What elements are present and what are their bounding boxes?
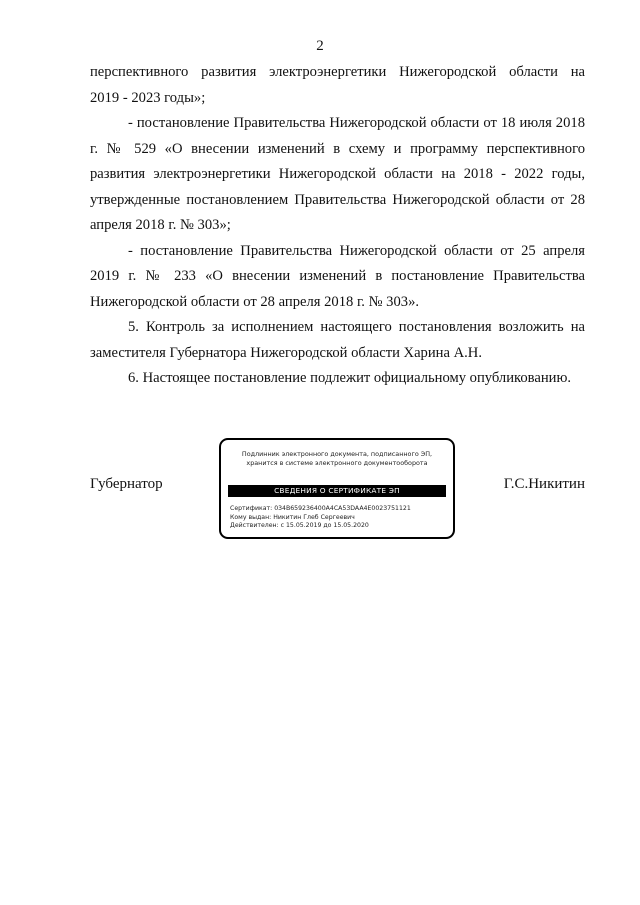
paragraph-1-line-2: 2019 - 2023 годы»; bbox=[90, 89, 206, 106]
certificate-banner: СВЕДЕНИЯ О СЕРТИФИКАТЕ ЭП bbox=[228, 485, 446, 497]
document-body bbox=[90, 60, 585, 392]
stamp-note-line-2: хранится в системе электронного документооборота bbox=[246, 459, 428, 467]
certificate-details bbox=[230, 505, 447, 531]
signatory-title: Губернатор bbox=[90, 476, 163, 492]
signatory-name: Г.С.Никитин bbox=[503, 476, 585, 492]
signature-block bbox=[90, 438, 585, 543]
certificate-value: 034B659236400A4CA53DAA4E0023751121 bbox=[274, 505, 411, 512]
validity-row bbox=[230, 522, 447, 531]
paragraph-4: 5. Контроль за исполнением настоящего постановления возложить на заместителя Губернатора Нижегородской области Харина А.Н. bbox=[90, 319, 585, 361]
validity-label: Действителен: bbox=[230, 522, 279, 529]
certificate-row bbox=[230, 505, 447, 514]
page-number: 2 bbox=[316, 38, 324, 54]
paragraph-3: - постановление Правительства Нижегородской области от 25 апреля 2019 г. № 233 «О внесении изменений в постановление Правительства Нижегородской области от 28 апреля 2018 г. № 303». bbox=[90, 242, 585, 310]
certificate-label: Сертификат: bbox=[230, 505, 273, 512]
validity-value: с 15.05.2019 до 15.05.2020 bbox=[280, 522, 369, 529]
issued-to-label: Кому выдан: bbox=[230, 513, 272, 521]
issued-to-row bbox=[230, 514, 447, 523]
paragraph-2: - постановление Правительства Нижегородской области от 18 июля 2018 г. № 529 «О внесении изменений в схему и программу перспективного развития электроэнергетики Нижегородской области на 2018 - 2022 годы, утвержденные постановлением Правительства Нижегородской области от 28 апреля 2018 г. № 303»; bbox=[90, 115, 585, 233]
stamp-note-line-1: Подлинник электронного документа, подписанного ЭП, bbox=[241, 450, 433, 458]
stamp-note bbox=[227, 450, 447, 468]
electronic-signature-stamp bbox=[219, 438, 455, 539]
paragraph-5: 6. Настоящее постановление подлежит официальному опубликованию. bbox=[128, 370, 572, 386]
issued-to-value: Никитин Глеб Сергеевич bbox=[273, 513, 355, 521]
paragraph-1-line-1: перспективного развития электроэнергетики Нижегородской области на bbox=[90, 64, 585, 80]
